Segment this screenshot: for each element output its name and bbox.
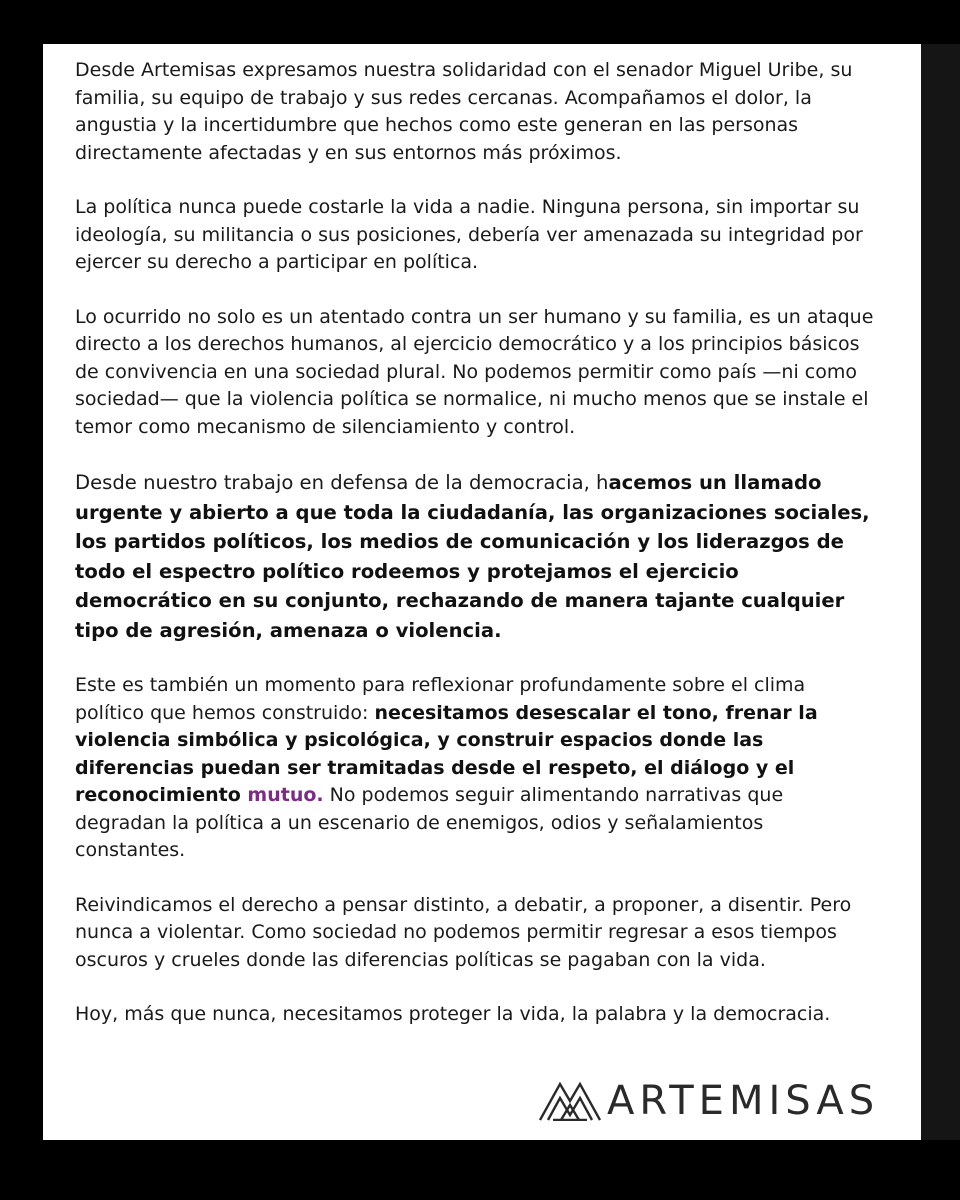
- paragraph-reflection: [75, 672, 875, 865]
- paragraph-attack: Lo ocurrido no solo es un atentado contra un ser humano y su familia, es un ataque directo a los derechos humanos, al ejercicio democrático y a los principios básicos de convivencia en una sociedad plural. No podemos permitir como país —ni como sociedad— que la violencia política se normalice, ni mucho menos que se instale el temor como mecanismo de silenciamiento y control.: [75, 305, 874, 438]
- reflection-intro: Este es también un momento para reflexionar profundamente sobre el clima político que hemos construido:: [75, 674, 806, 724]
- paragraph-call-to-action: [75, 468, 875, 645]
- logo-text: ARTEMISAS: [607, 1078, 880, 1124]
- mountain-triangle-icon: [539, 1081, 601, 1121]
- reflection-accent: mutuo.: [247, 784, 324, 806]
- paragraph-right-to-differ: Reivindicamos el derecho a pensar distinto, a debatir, a proponer, a disentir. Pero nunca a violentar. Como sociedad no podemos permitir regresar a esos tiempos oscuros y crueles donde las diferencias políticas se pagaban con la vida.: [75, 893, 852, 971]
- statement-card: [43, 44, 921, 1140]
- statement-body: [75, 57, 875, 1056]
- reflection-outro: No podemos seguir alimentando narrativas que degradan la política a un escenario de enemigos, odios y señalamientos constantes.: [75, 784, 784, 861]
- artemisas-logo: [539, 1075, 879, 1127]
- paragraph-politics-life: La política nunca puede costarle la vida a nadie. Ninguna persona, sin importar su ideología, su militancia o sus posiciones, debería ver amenazada su integridad por ejercer su derecho a participar en política.: [75, 196, 863, 273]
- paragraph-solidarity: Desde Artemisas expresamos nuestra solidaridad con el senador Miguel Uribe, su familia, su equipo de trabajo y sus redes cercanas. Acompañamos el dolor, la angustia y la incertidumbre que hechos como este generan en las personas directamente afectadas y en sus entornos más próximos.: [75, 59, 853, 164]
- call-to-action-intro: Desde nuestro trabajo en defensa de la democracia, h: [75, 471, 609, 494]
- call-to-action-bold: acemos un llamado urgente y abierto a que toda la ciudadanía, las organizaciones sociales, los partidos políticos, los medios de comunicación y los liderazgos de todo el espectro político rodeemos y protejamos el ejercicio democrático en su conjunto, rechazando de manera tajante cualquier tipo de agresión, amenaza o violencia.: [75, 471, 870, 642]
- side-strip: [921, 44, 960, 1140]
- paragraph-closing: Hoy, más que nunca, necesitamos proteger la vida, la palabra y la democracia.: [75, 1003, 831, 1025]
- reflection-bold: necesitamos desescalar el tono, frenar la violencia simbólica y psicológica, y construir espacios donde las diferencias puedan ser tramitadas desde el respeto, el diálogo y el reconocimiento: [75, 701, 818, 806]
